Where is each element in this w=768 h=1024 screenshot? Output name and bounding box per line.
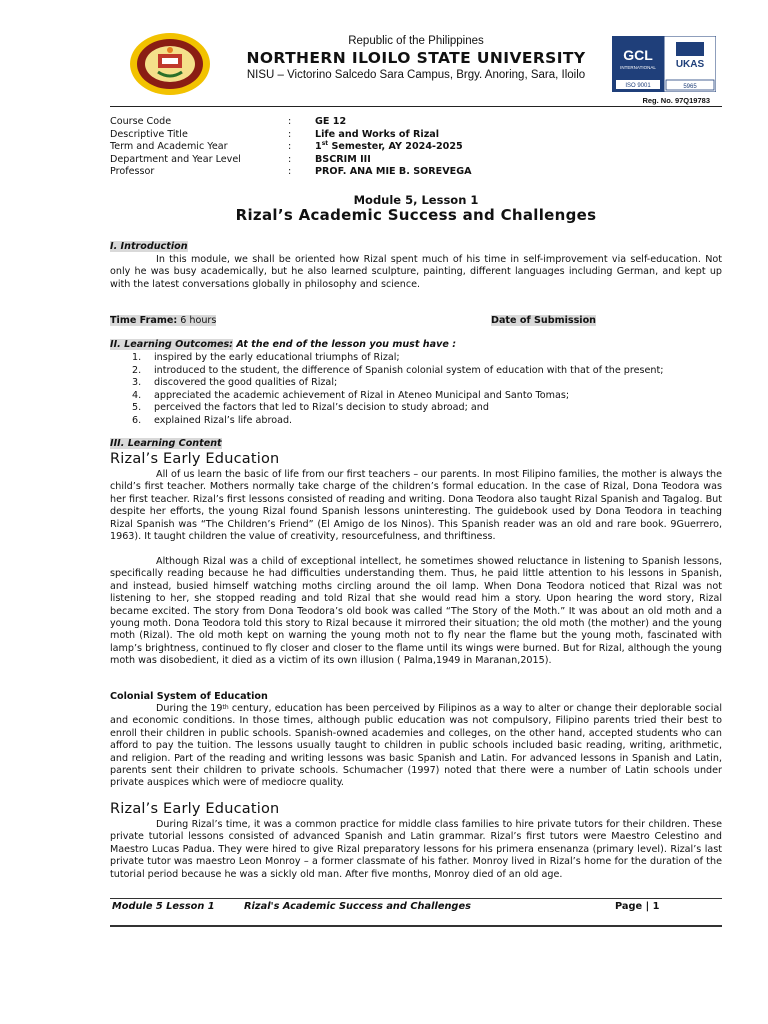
info-row <box>110 141 670 154</box>
info-row <box>110 129 670 142</box>
info-colon: : <box>288 116 292 127</box>
info-label: Professor <box>110 166 155 178</box>
page-separator: | <box>645 901 650 912</box>
paragraph-sup: th <box>222 704 229 711</box>
footer-module: Module 5 Lesson 1 <box>112 901 215 912</box>
date-of-submission: Date of Submission <box>491 315 596 326</box>
section-title: Rizal’s Early Education <box>110 801 280 817</box>
info-label: Term and Academic Year <box>110 141 228 153</box>
time-frame-label: Time Frame: <box>110 315 178 326</box>
paragraph: Although Rizal was a child of exceptional intellect, he sometimes showed reluctance in listening to Spanish lessons, specifically reading because he had difficulties understanding them. Thus, he paid little attention to his lessons in Spanish, and instead, busied himself watching moths circling around the oil lamp. When Dona Teodora noticed that Rizal was not listening to her, she stopped reading and told Rizal that she would read him a story. Upon hearing the word story, Rizal became excited. The story from Dona Teodora’s old book was called “The Story of the Moth.” It was about an old moth and a young moth. Dona Teodora told this story to Rizal because it mirrored their situation; the old moth (the mother) and the young moth (Rizal). The old moth kept on warning the young moth not to fly near the flame but the young moth, fascinated with lamp’s brightness, continued to fly closer and closer to the flame until its wings were burned. But for Rizal, although the young moth was disobedient, it died as a victim of its own illusion ( Palma,1949 in Maranan,2015). <box>110 556 722 667</box>
introduction-text: In this module, we shall be oriented how Rizal spent much of his time in self-improvement via self-education. Not only he was busy academically, but he also learned sculpture, painting, different languages including German, and kept up with the latest conversations globally in philosophy and science. <box>110 254 722 290</box>
list-item-number: 6. <box>132 414 142 426</box>
paragraph: During Rizal’s time, it was a common practice for middle class families to hire private tutors for their children. These private tutorial lessons consisted of advanced Spanish and Latin grammar. Rizal’s first tutors were Maestro Celestino and Maestro Lucas Padua. They were hired to give Rizal preparatory lessons for his primera ensenanza (primary level). Rizal’s last private tutor was maestro Leon Monroy – a former classmate of his father. Monroy lived in Rizal’s home for the duration of the tutorial period because he was a sickly old man. After five months, Monroy died of an old age. <box>110 819 722 880</box>
info-colon: : <box>288 128 292 140</box>
introduction-heading <box>110 241 188 252</box>
republic-line: Republic of the Philippines <box>348 35 484 47</box>
info-colon: : <box>288 141 292 153</box>
list-item <box>110 402 722 415</box>
university-name: NORTHERN ILOILO STATE UNIVERSITY <box>246 49 586 67</box>
svg-text:GCL: GCL <box>623 47 653 63</box>
info-row <box>110 166 670 179</box>
learning-content-heading-text: III. Learning Content <box>110 438 222 449</box>
info-colon: : <box>288 153 292 165</box>
footer-bottom-divider <box>110 925 722 927</box>
footer-divider <box>110 898 722 899</box>
info-row <box>110 154 670 167</box>
section-title: Rizal’s Early Education <box>110 451 280 467</box>
learning-content-heading <box>110 438 222 449</box>
introduction-heading-text: I. Introduction <box>110 241 188 252</box>
list-item-number: 4. <box>132 389 142 401</box>
svg-text:ISO 9001: ISO 9001 <box>625 83 651 89</box>
module-label: Module 5, Lesson 1 <box>353 193 479 207</box>
learning-outcomes-heading-label: II. Learning Outcomes: <box>110 339 234 350</box>
paragraph-part: During the 19 <box>156 703 223 714</box>
info-value-sup: st <box>321 140 329 148</box>
campus-address: NISU – Victorino Salcedo Sara Campus, Brgy. Anoring, Sara, Iloilo <box>246 69 586 81</box>
info-value: PROF. ANA MIE B. SOREVEGA <box>315 166 472 178</box>
list-item-text: perceived the factors that led to Rizal’s decision to study abroad; and <box>154 402 489 414</box>
learning-outcomes-heading-rest: At the end of the lesson you must have : <box>233 339 457 350</box>
info-value-part: Semester, AY 2024-2025 <box>328 141 463 153</box>
svg-text:5965: 5965 <box>683 84 697 90</box>
svg-text:INTERNATIONAL: INTERNATIONAL <box>620 65 656 70</box>
info-value-part: 1 <box>315 141 322 153</box>
list-item-text: explained Rizal’s life abroad. <box>154 414 293 426</box>
header-divider <box>110 106 722 107</box>
list-item-text: introduced to the student, the difference of Spanish colonial system of education with that of the present; <box>154 364 664 376</box>
list-item <box>110 390 722 403</box>
learning-outcomes-list <box>110 352 722 428</box>
list-item-text: discovered the good qualities of Rizal; <box>154 377 338 389</box>
iso-certification-icon <box>612 36 716 92</box>
list-item-text: inspired by the early educational triumphs of Rizal; <box>154 352 400 363</box>
info-row <box>110 116 670 129</box>
course-info-table <box>110 116 670 179</box>
list-item <box>110 415 722 428</box>
list-item <box>110 352 722 365</box>
list-item <box>110 365 722 378</box>
registration-number: Reg. No. 97Q19783 <box>642 96 710 105</box>
info-label: Descriptive Title <box>110 128 188 140</box>
paragraph <box>110 703 722 790</box>
institution-header <box>220 34 612 82</box>
page-number <box>615 901 659 912</box>
list-item-number: 1. <box>132 352 142 363</box>
paragraph: All of us learn the basic of life from our first teachers – our parents. In most Filipino families, the mother is always the child’s first teacher. Mothers normally take charge of the children’s formal education. In the case of Rizal, Dona Teodora was her first teacher. Rizal’s first lessons consisted of reading and writing. Dona Teodora also taught Rizal Spanish and Tagalog. But despite her efforts, the young Rizal found Spanish lessons uninteresting. The guidebook used by Dona Teodora in teaching Rizal Spanish was “The Children’s Friend” (El Amigo de los Ninos). This Spanish reader was an old and rare book. 9Guerrero, 1963). It taught children the value of creativity, resourcefulness, and thriftiness. <box>110 469 722 543</box>
info-label: Course Code <box>110 116 172 127</box>
info-value <box>315 141 463 152</box>
info-value: BSCRIM III <box>315 153 371 165</box>
time-frame <box>110 315 216 326</box>
svg-text:UKAS: UKAS <box>675 59 705 70</box>
info-label: Department and Year Level <box>110 153 241 165</box>
footer-title: Rizal's Academic Success and Challenges <box>244 901 471 912</box>
list-item-number: 2. <box>132 364 142 376</box>
list-item-number: 5. <box>132 402 142 414</box>
page-number-value: 1 <box>652 901 660 912</box>
info-value: GE 12 <box>315 116 347 127</box>
subsection-title: Colonial System of Education <box>110 691 268 702</box>
paragraph-part: century, education has been perceived by Filipinos as a way to alter or change their deplorable social and economic conditions. In those times, although public education was not compulsory, Filipino parents tried their best to enroll their children in public schools. Spanish-owned academies and colleges, on the other hand, accepted students who can afford to pay the tuition. The lessons usually taught to children in public schools included basic reading, writing, arithmetic, and religion. Part of the reading and writing lessons was basic Spanish and Latin. For advanced lessons in Spanish and Latin, parents sent their children to private schools. Schumacher (1997) noted that there were a number of Latin schools under private auspices which were of mediocre quality. <box>110 703 722 789</box>
page-label: Page <box>615 901 643 912</box>
info-colon: : <box>288 166 292 178</box>
lesson-title: Rizal’s Academic Success and Challenges <box>235 206 597 224</box>
time-frame-value: 6 hours <box>177 315 217 326</box>
list-item-number: 3. <box>132 377 142 389</box>
list-item-text: appreciated the academic achievement of Rizal in Ateneo Municipal and Santo Tomas; <box>154 389 570 401</box>
university-seal-icon <box>128 32 212 96</box>
learning-outcomes-heading <box>110 339 456 350</box>
info-value: Life and Works of Rizal <box>315 128 440 140</box>
list-item <box>110 377 722 390</box>
